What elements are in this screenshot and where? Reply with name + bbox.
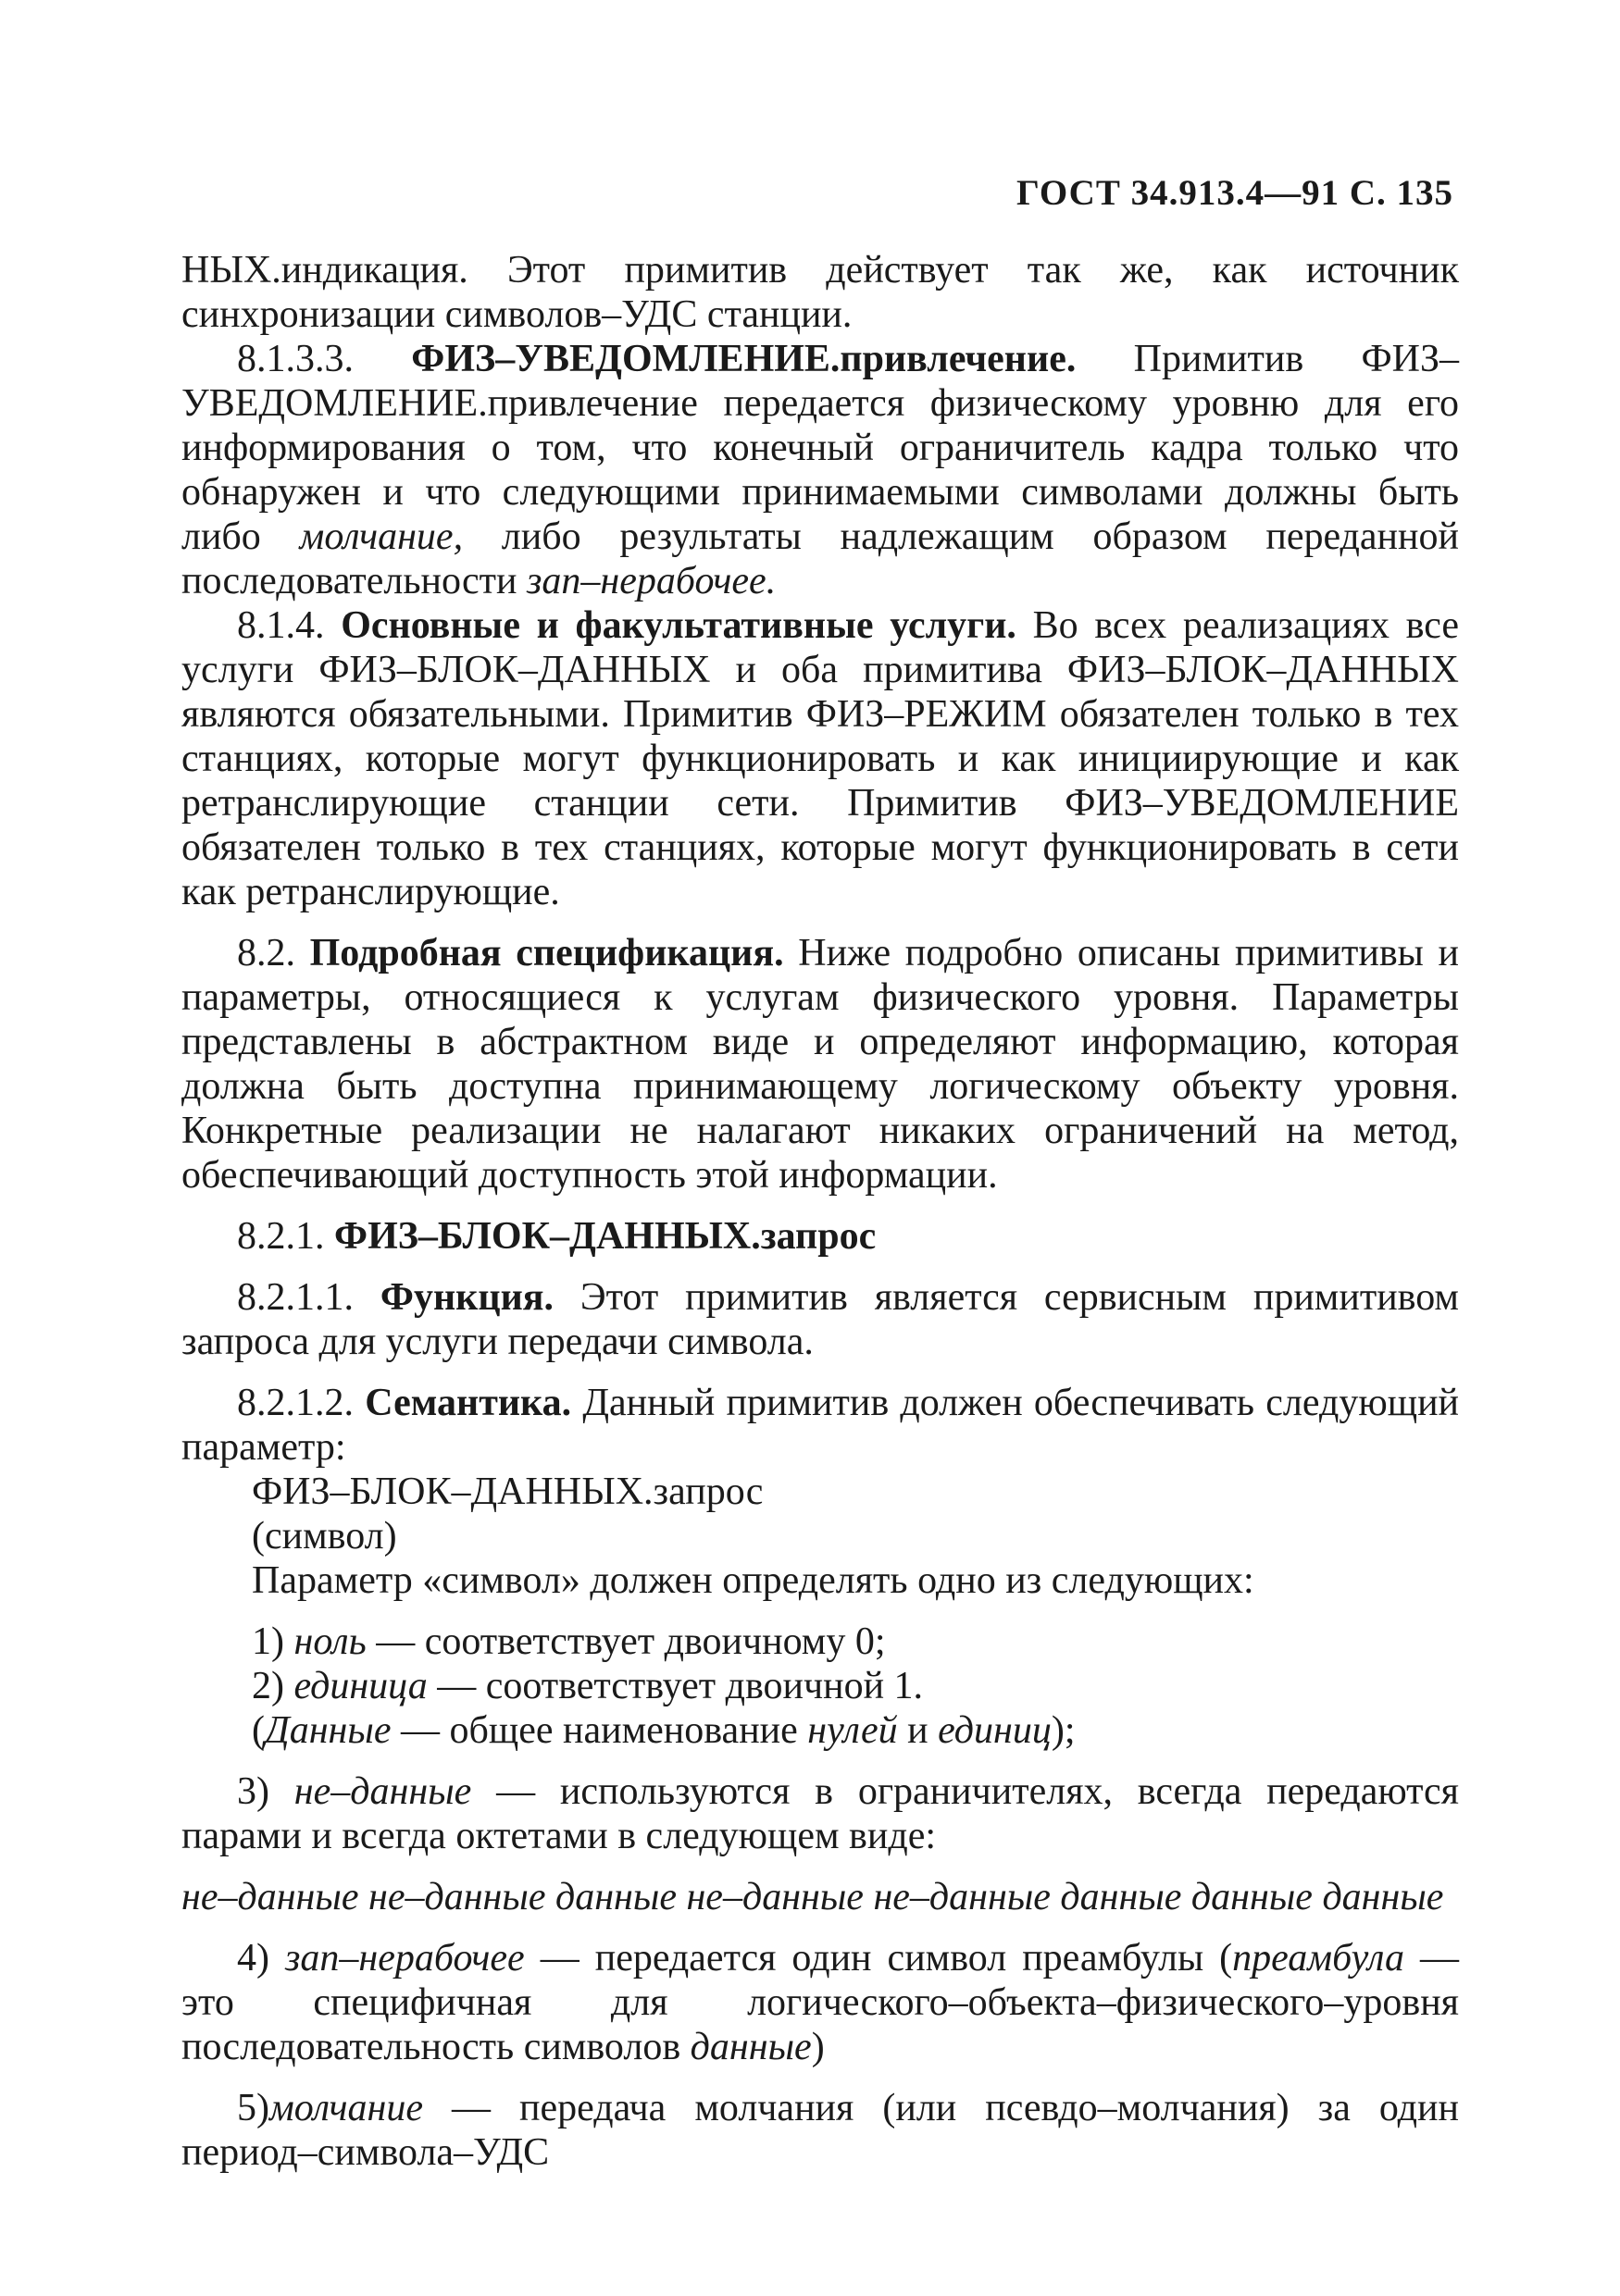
list-text: — общее наименование — [391, 1709, 808, 1752]
term-italic: преамбула — [1232, 1937, 1404, 1980]
list-item-2 — [181, 1664, 1459, 1708]
running-header: ГОСТ 34.913.4—91 С. 135 — [1016, 173, 1453, 213]
paragraph-continuation: НЫХ.индикация. Этот примитив действует так же, как источник синхронизации символов–УДС станции. — [181, 249, 1459, 336]
list-text: и — [897, 1709, 939, 1752]
clause-number: 8.2.1.1. — [237, 1276, 354, 1319]
clause-8-1-3-3 — [181, 337, 1459, 603]
list-text: — передается один символ преамбулы ( — [524, 1937, 1233, 1980]
clause-number: 8.2.1.2. — [237, 1382, 354, 1424]
list-item-1 — [181, 1620, 1459, 1664]
list-number: 1) — [252, 1620, 284, 1663]
list-number: 4) — [237, 1937, 269, 1980]
term-italic: нулей — [807, 1709, 898, 1752]
clause-8-1-4 — [181, 603, 1459, 914]
clause-text: либо результаты надлежащим образом переданной последовательности — [181, 515, 1459, 602]
list-number: 3) — [237, 1770, 269, 1813]
term-italic: молчание — [269, 2087, 424, 2129]
list-text: ) — [811, 2026, 825, 2068]
list-text: — соответствует двоичному 0; — [366, 1620, 886, 1663]
clause-text: Данный примитив должен обеспечивать следующий параметр: — [181, 1382, 1460, 1469]
clause-number: 8.2.1. — [237, 1215, 325, 1258]
paren-open: ( — [252, 1709, 265, 1752]
list-item-4 — [181, 1936, 1459, 2069]
list-item-2-note — [181, 1708, 1459, 1753]
list-text: — это специфичная для логического–объекта–физического–уровня последовательность символов — [181, 1937, 1459, 2068]
term-italic: единица — [293, 1665, 428, 1707]
clause-number: 8.1.4. — [237, 604, 325, 647]
clause-8-2 — [181, 931, 1459, 1198]
term-italic: единиц — [938, 1709, 1052, 1752]
clause-title: Семантика. — [365, 1382, 572, 1424]
clause-title: Функция. — [380, 1276, 554, 1319]
primitive-name: ФИЗ–БЛОК–ДАННЫХ.запрос — [252, 1471, 764, 1513]
clause-number: 8.1.3.3. — [237, 338, 354, 380]
term-italic: Данные — [265, 1709, 392, 1752]
clause-text: Этот примитив является сервисным примитивом запроса для услуги передачи символа. — [181, 1276, 1460, 1363]
list-text: — соответствует двоичной 1. — [427, 1665, 924, 1707]
term-italic: зап–нерабочее — [285, 1937, 525, 1980]
page-body — [181, 248, 1459, 2175]
list-item-3 — [181, 1769, 1459, 1858]
clause-title: ФИЗ–БЛОК–ДАННЫХ.запрос — [334, 1215, 877, 1258]
list-number: 2) — [252, 1665, 284, 1707]
clause-text: Примитив ФИЗ–УВЕДОМЛЕНИЕ.привлечение передается физическому уровню для его информирования о том, что конечный ограничитель кадра только что обнаружен и что следующими принимаемыми символами должны быть либо — [181, 338, 1460, 558]
clause-8-2-1 — [181, 1214, 1459, 1259]
clause-8-2-1-1 — [181, 1275, 1459, 1364]
clause-number: 8.2. — [237, 932, 295, 974]
list-text: — используются в ограничителях, всегда передаются парами и всегда октетами в следующем виде: — [181, 1770, 1459, 1857]
clause-title: Основные и факультативные услуги. — [341, 604, 1016, 647]
clause-8-2-1-2 — [181, 1381, 1459, 1470]
list-item-5 — [181, 2086, 1459, 2175]
term-italic: ноль — [293, 1620, 367, 1663]
parameter-intro: Параметр «символ» должен определять одно из следующих: — [252, 1559, 1254, 1602]
sequence-italic: не–данные не–данные данные не–данные не–данные данные данные данные — [181, 1876, 1444, 1918]
clause-title: Подробная спецификация. — [309, 932, 784, 974]
clause-title: ФИЗ–УВЕДОМЛЕНИЕ.привлечение. — [411, 338, 1077, 380]
term-italic: не–данные — [293, 1770, 472, 1813]
clause-text: Во всех реализациях все услуги ФИЗ–БЛОК–ДАННЫХ и оба примитива ФИЗ–БЛОК–ДАННЫХ являются обязательными. Примитив ФИЗ–РЕЖИМ обязателен только в тех станциях, которые могут функционировать и как инициирующие и как ретранслирующие станции сети. Примитив ФИЗ–УВЕДОМЛЕНИЕ обязателен только в тех станциях, которые могут функционировать в сети как ретранслирующие. — [181, 604, 1460, 913]
term-italic: молчание, — [299, 515, 464, 558]
term-italic: данные — [690, 2026, 812, 2068]
term-italic: зап–нерабочее. — [527, 560, 777, 602]
list-number: 5) — [237, 2087, 269, 2129]
symbol-sequence — [181, 1875, 1459, 1919]
paren-close: ); — [1051, 1709, 1076, 1752]
primitive-parameter: (символ) — [252, 1515, 397, 1558]
clause-text: Ниже подробно описаны примитивы и параметры, относящиеся к услугам физического уровня. Параметры представлены в абстрактном виде и определяют информацию, которая должна быть доступна принимающему логическому объекту уровня. Конкретные реализации не налагают никаких ограничений на метод, обеспечивающий доступность этой информации. — [181, 932, 1459, 1197]
list-text: — передача молчания (или псевдо–молчания) за один период–символа–УДС — [181, 2087, 1459, 2174]
